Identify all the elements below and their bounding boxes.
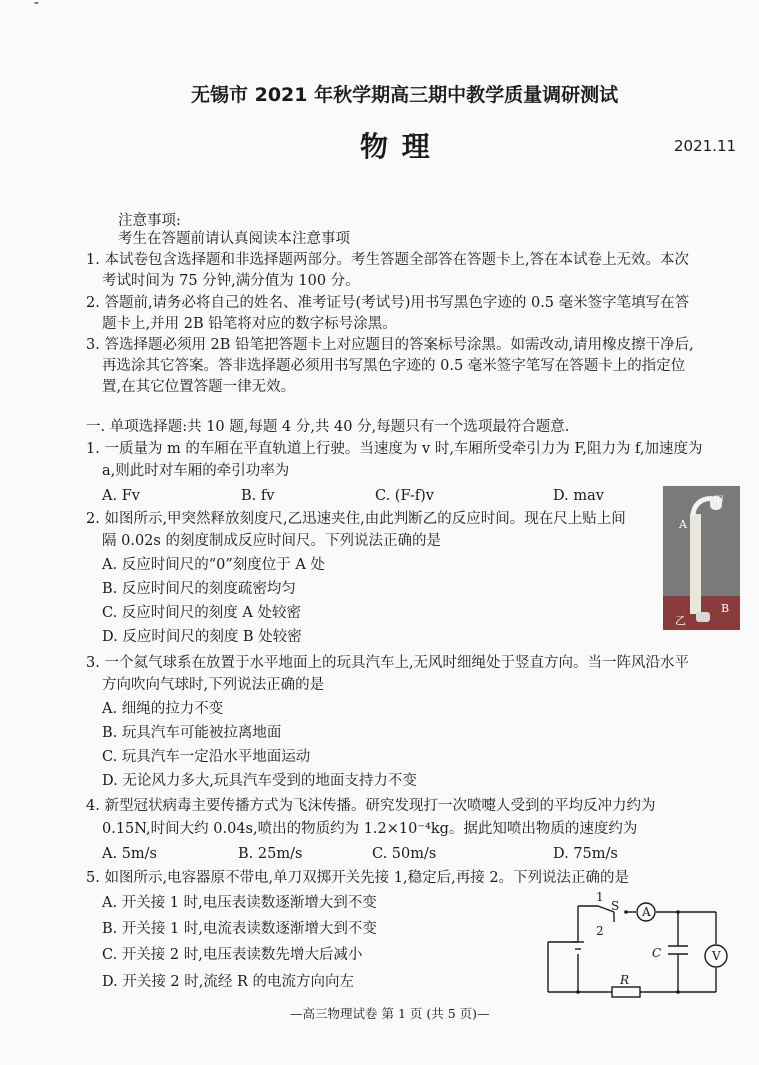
notice-intro: 考生在答题前请认真阅读本注意事项 bbox=[118, 231, 350, 247]
option: A. Fv bbox=[102, 488, 140, 504]
circuit-diagram bbox=[530, 888, 730, 1000]
option: B. fv bbox=[241, 488, 275, 504]
circuit-label: 2 bbox=[596, 924, 604, 938]
option: C. 反应时间尺的刻度 A 处较密 bbox=[102, 605, 301, 621]
option: A. 5m/s bbox=[102, 846, 157, 862]
page-footer: —高三物理试卷 第 1 页 (共 5 页)— bbox=[290, 1006, 490, 1021]
option: C. 开关接 2 时,电压表读数先增大后减小 bbox=[102, 947, 363, 963]
option: B. 反应时间尺的刻度疏密均匀 bbox=[102, 581, 296, 597]
circuit-label: V bbox=[712, 949, 721, 963]
exam-date: 2021.11 bbox=[674, 137, 737, 155]
question-stem-line: 5. 如图所示,电容器原不带电,单刀双掷开关先接 1,稳定后,再接 2。下列说法正确的是 bbox=[86, 870, 630, 886]
corner-mark: - bbox=[34, 0, 39, 11]
circuit-label: C bbox=[652, 946, 662, 960]
switch-contact-icon bbox=[624, 910, 628, 914]
notice-item-line: 2. 答题前,请务必将自己的姓名、准考证号(考试号)用书写黑色字迹的 0.5 毫米签字笔填写在答 bbox=[86, 295, 690, 311]
notice-item-line: 置,在其它位置答题一律无效。 bbox=[102, 379, 296, 395]
option: D. 开关接 2 时,流经 R 的电流方向向左 bbox=[102, 974, 355, 990]
circuit-label: A bbox=[642, 905, 651, 919]
option: D. mav bbox=[553, 488, 604, 504]
figure-label: B bbox=[721, 602, 730, 615]
circuit-label: R bbox=[620, 973, 630, 987]
question-stem-line: 方向吹向气球时,下列说法正确的是 bbox=[102, 677, 325, 693]
option: D. 75m/s bbox=[553, 846, 618, 862]
figure-label: A bbox=[679, 518, 687, 531]
option: C. (F-f)v bbox=[375, 488, 434, 504]
question-stem-line: 2. 如图所示,甲突然释放刻度尺,乙迅速夹住,由此判断乙的反应时间。现在尺上贴上间 bbox=[86, 511, 626, 527]
figure-label: 乙 bbox=[675, 614, 686, 627]
notice-item-line: 题卡上,并用 2B 铅笔将对应的数字标号涂黑。 bbox=[102, 316, 397, 332]
subject-title: 物 理 bbox=[360, 130, 432, 163]
exam-title: 无锡市 2021 年秋学期高三期中教学质量调研测试 bbox=[191, 84, 619, 106]
circuit-label: S bbox=[611, 899, 620, 913]
junction-dot-icon bbox=[676, 990, 680, 994]
notice-item-line: 考试时间为 75 分钟,满分值为 100 分。 bbox=[102, 273, 360, 289]
ruler-photo bbox=[663, 486, 740, 630]
circuit-label: 1 bbox=[596, 890, 604, 904]
notice-item-line: 1. 本试卷包含选择题和非选择题两部分。考生答题全部答在答题卡上,答在本试卷上无效。本次 bbox=[86, 252, 690, 268]
junction-dot-icon bbox=[676, 910, 680, 914]
figure-label: 甲 bbox=[713, 494, 724, 507]
option: D. 反应时间尺的刻度 B 处较密 bbox=[102, 629, 302, 645]
option: D. 无论风力多大,玩具汽车受到的地面支持力不变 bbox=[102, 773, 417, 789]
section-heading: 一. 单项选择题:共 10 题,每题 4 分,共 40 分,每题只有一个选项最符合题意. bbox=[86, 419, 570, 435]
option: C. 玩具汽车一定沿水平地面运动 bbox=[102, 749, 311, 765]
notice-item-line: 再选涂其它答案。答非选择题必须用书写黑色字迹的 0.5 毫米签字笔写在答题卡上的指定位 bbox=[102, 358, 686, 374]
question-stem-line: 4. 新型冠状病毒主要传播方式为飞沫传播。研究发现打一次喷嚏人受到的平均反冲力约为 bbox=[86, 798, 656, 814]
question-stem-line: 0.15N,时间大约 0.04s,喷出的物质约为 1.2×10⁻⁴kg。据此知喷出物质的速度约为 bbox=[102, 821, 638, 837]
option: B. 25m/s bbox=[238, 846, 303, 862]
notice-item-line: 3. 答选择题必须用 2B 铅笔把答题卡上对应题目的答案标号涂黑。如需改动,请用橡皮擦干净后, bbox=[86, 337, 694, 353]
notice-heading: 注意事项: bbox=[118, 213, 181, 229]
option: B. 开关接 1 时,电流表读数逐渐增大到不变 bbox=[102, 921, 377, 937]
resistor-icon bbox=[612, 987, 640, 997]
question-stem-line: a,则此时对车厢的牵引功率为 bbox=[102, 463, 290, 479]
question-stem-line: 隔 0.02s 的刻度制成反应时间尺。下列说法正确的是 bbox=[102, 533, 441, 549]
option: A. 细绳的拉力不变 bbox=[102, 701, 224, 717]
option: C. 50m/s bbox=[372, 846, 437, 862]
option: A. 开关接 1 时,电压表读数逐渐增大到不变 bbox=[102, 895, 377, 911]
question-stem-line: 3. 一个氦气球系在放置于水平地面上的玩具汽车上,无风时细绳处于竖直方向。当一阵风沿水平 bbox=[86, 655, 690, 671]
junction-dot-icon bbox=[576, 990, 580, 994]
option: A. 反应时间尺的“0”刻度位于 A 处 bbox=[102, 557, 325, 573]
question-stem-line: 1. 一质量为 m 的车厢在平直轨道上行驶。当速度为 v 时,车厢所受牵引力为 F,阻力为 f,加速度为 bbox=[86, 441, 703, 457]
option: B. 玩具汽车可能被拉离地面 bbox=[102, 725, 282, 741]
